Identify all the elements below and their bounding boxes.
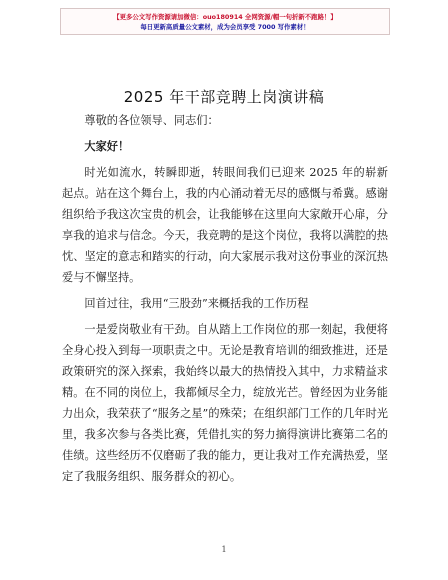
paragraph-review: 回首过往，我用“三股劲”来概括我的工作历程 — [84, 297, 309, 310]
promo-banner — [60, 8, 390, 35]
salutation: 尊敬的各位领导、同志们： — [84, 114, 219, 127]
greeting: 大家好！ — [84, 139, 130, 153]
paragraph-dedication: 一是爱岗敬业有干劲。自从踏上工作岗位的那一刻起，我便将全身心投入到每一项职责之中。无论是教育培训的细致推进，还是政策研究的深入探索，我始终以最大的热情投入其中，力求精益求精。在不同的岗位上，我都倾尽全力，绽放光芒。曾经因为业务能力出众，我荣获了“服务之星”的殊荣；在组织部门工作的几年时光里，我多次参与各类比赛，凭借扎实的努力摘得演讲比赛第二名的佳绩。这些经历不仅磨砺了我的能力，更让我对工作充满热爱，坚定了我服务组织、服务群众的初心。 — [62, 323, 388, 483]
document-body — [62, 110, 388, 487]
page-number: 1 — [221, 545, 227, 554]
paragraph-opening: 时光如流水，转瞬即逝，转眼间我们已迎来 2025 年的崭新起点。站在这个舞台上，我的内心涌动着无尽的感慨与希冀。感谢组织给予我这次宝贵的机会，让我能够在这里向大家敞开心扉，分享我的追求与信念。今天，我竞聘的是这个岗位，我将以满腔的热忱、坚定的意志和踏实的行动，向大家展示我对这份事业的深沉热爱与不懈坚持。 — [62, 166, 388, 284]
promo-banner-line-2: 每日更新高质量公文素材，成为会员享受 7000 写作素材！ — [140, 23, 310, 31]
document-title: 2025 年干部竞聘上岗演讲稿 — [123, 88, 325, 106]
promo-banner-line-1: 【更多公文写作资源请加微信：ouo180914 全网资源/帽一句折新不跑路！】 — [113, 13, 337, 21]
